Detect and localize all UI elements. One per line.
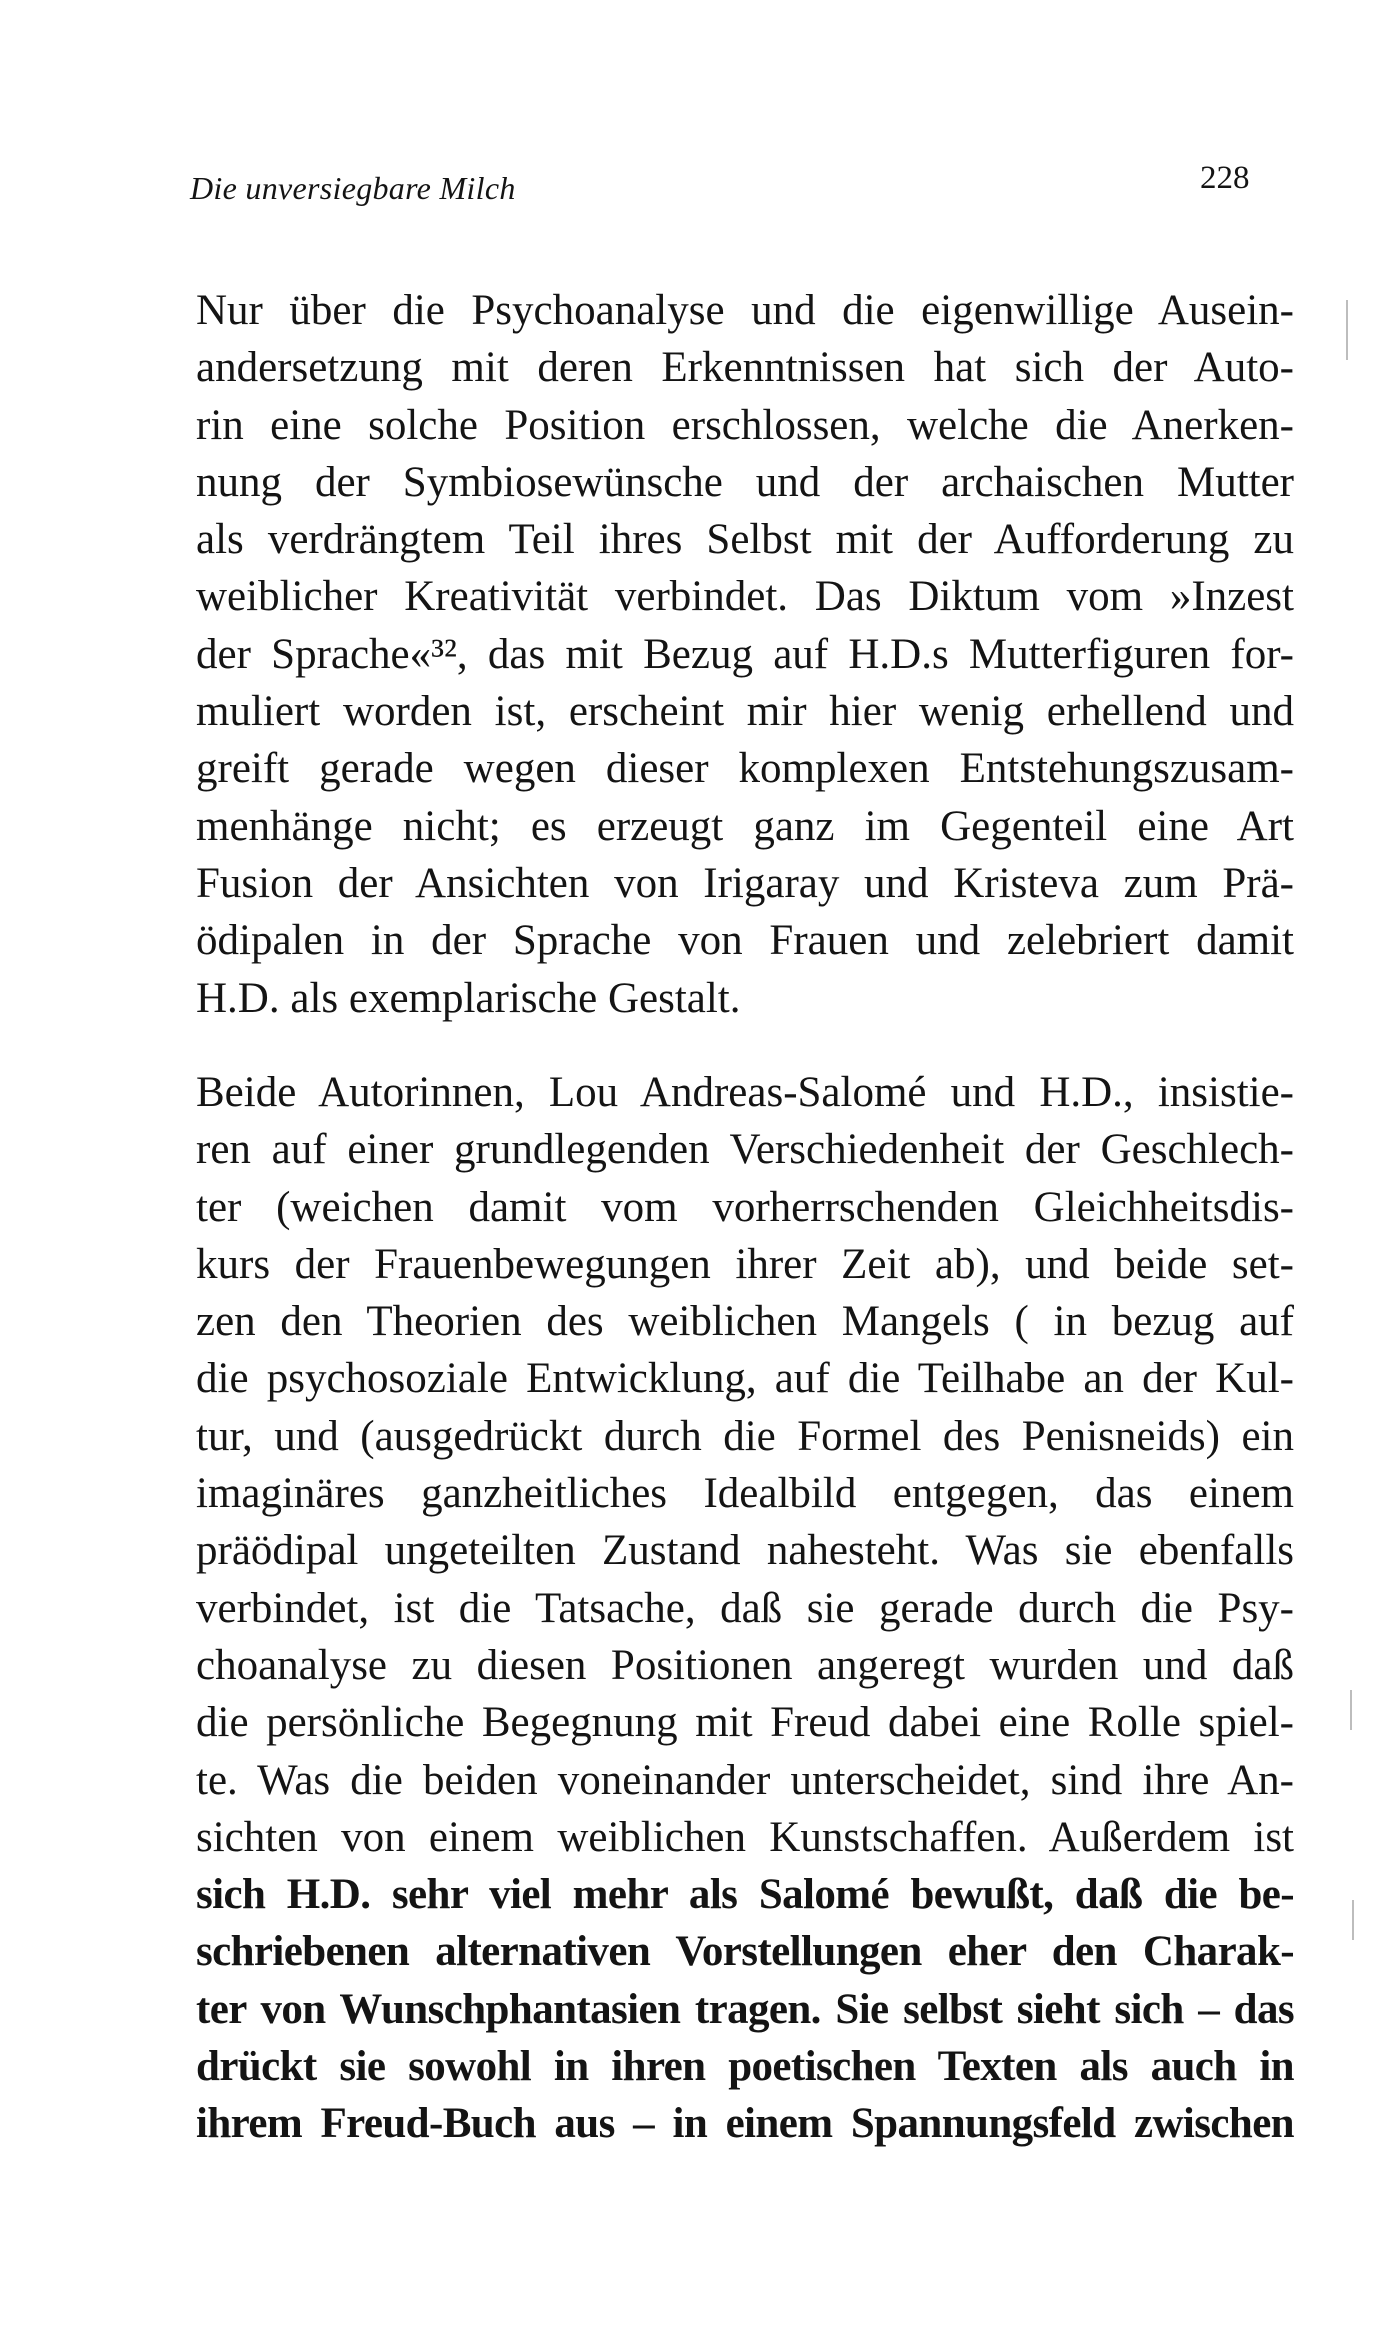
text-line: ren auf einer grundlegenden Verschiedenheit der Geschlech- <box>196 1126 1294 1174</box>
text-line: menhänge nicht; es erzeugt ganz im Gegenteil eine Art <box>196 802 1294 850</box>
text-line: die persönliche Begegnung mit Freud dabei eine Rolle spiel- <box>196 1699 1294 1747</box>
text-line: Nur über die Psychoanalyse und die eigenwillige Ausein- <box>196 287 1294 334</box>
text-line: choanalyse zu diesen Positionen angeregt wurden und daß <box>196 1641 1294 1689</box>
paragraph-1 <box>196 282 1294 1027</box>
text-line: Fusion der Ansichten von Irigaray und Kristeva zum Prä- <box>196 859 1294 907</box>
text-line: nung der Symbiosewünsche und der archaischen Mutter <box>196 458 1294 506</box>
text-line: der Sprache«³², das mit Bezug auf H.D.s Mutterfiguren for- <box>196 630 1294 678</box>
text-line: verbindet, ist die Tatsache, daß sie gerade durch die Psy- <box>196 1584 1294 1632</box>
text-line: imaginäres ganzheitliches Idealbild entgegen, das einem <box>196 1470 1294 1518</box>
scan-edge-mark <box>1352 1900 1354 1940</box>
text-line: als verdrängtem Teil ihres Selbst mit der Aufforderung zu <box>196 516 1294 564</box>
text-line: ter von Wunschphantasien tragen. Sie selbst sieht sich – das <box>196 1985 1294 2033</box>
text-line: präödipal ungeteilten Zustand nahesteht. Was sie ebenfalls <box>196 1527 1294 1575</box>
text-line: ödipalen in der Sprache von Frauen und zelebriert damit <box>196 917 1294 965</box>
running-title: Die unversiegbare Milch <box>190 170 516 206</box>
text-line: kurs der Frauenbewegungen ihrer Zeit ab), und beide set- <box>196 1240 1294 1288</box>
text-line: rin eine solche Position erschlossen, welche die Anerken- <box>196 401 1294 449</box>
text-line: ihrem Freud-Buch aus – in einem Spannungsfeld zwischen <box>196 2100 1294 2148</box>
text-line: schriebenen alternativen Vorstellungen eher den Charak- <box>196 1928 1294 1976</box>
text-line: te. Was die beiden voneinander unterscheidet, sind ihre An- <box>196 1756 1294 1804</box>
text-line: tur, und (ausgedrückt durch die Formel des Penisneids) ein <box>196 1412 1294 1460</box>
text-line: die psychosoziale Entwicklung, auf die Teilhabe an der Kul- <box>196 1355 1294 1403</box>
text-line: andersetzung mit deren Erkenntnissen hat sich der Auto- <box>196 344 1294 392</box>
text-line: sichten von einem weiblichen Kunstschaffen. Außerdem ist <box>196 1813 1294 1861</box>
text-line: sich H.D. sehr viel mehr als Salomé bewußt, daß die be- <box>196 1871 1294 1919</box>
text-line: weiblicher Kreativität verbindet. Das Diktum vom »Inzest <box>196 573 1294 621</box>
text-line: H.D. als exemplarische Gestalt. <box>196 974 741 1022</box>
scan-edge-mark <box>1350 1690 1352 1730</box>
text-line: muliert worden ist, erscheint mir hier wenig erhellend und <box>196 688 1294 736</box>
text-line: Beide Autorinnen, Lou Andreas-Salomé und H.D., insistie- <box>196 1069 1294 1116</box>
text-line: drückt sie sowohl in ihren poetischen Texten als auch in <box>196 2043 1294 2091</box>
text-line: ter (weichen damit vom vorherrschenden Gleichheitsdis- <box>196 1183 1294 1231</box>
text-line: zen den Theorien des weiblichen Mangels ( in bezug auf <box>196 1298 1294 1346</box>
page-number: 228 <box>1200 160 1250 196</box>
text-line: greift gerade wegen dieser komplexen Entstehungszusam- <box>196 745 1294 793</box>
paragraph-2 <box>196 1064 1294 2153</box>
scan-edge-mark <box>1346 300 1348 360</box>
